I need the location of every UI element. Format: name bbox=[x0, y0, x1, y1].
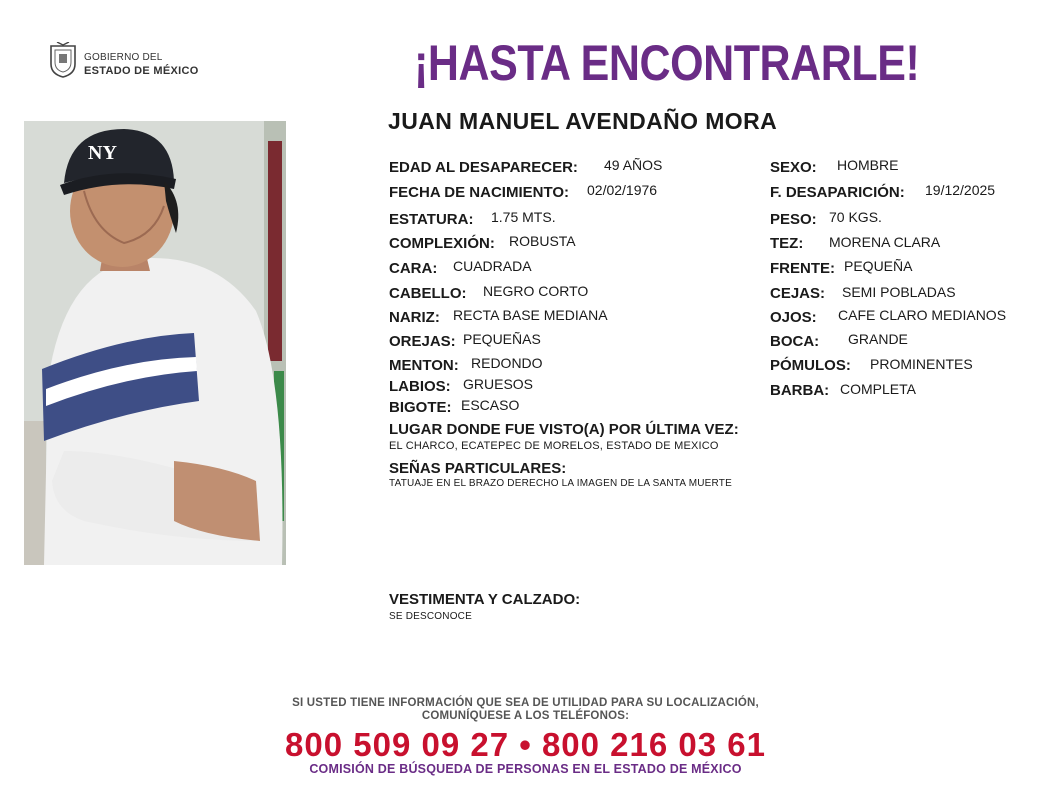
person-name: JUAN MANUEL AVENDAÑO MORA bbox=[388, 108, 778, 134]
value-labios: GRUESOS bbox=[463, 376, 534, 392]
value-bigote: ESCASO bbox=[461, 397, 520, 413]
headline: ¡HASTA ENCONTRARLE! bbox=[414, 35, 920, 91]
label-vestimenta: VESTIMENTA Y CALZADO: bbox=[389, 591, 581, 608]
person-photo-illustration bbox=[24, 121, 286, 565]
label-cara: CARA: bbox=[389, 260, 438, 277]
value-edad: 49 AÑOS bbox=[604, 157, 663, 173]
label-barba: BARBA: bbox=[770, 382, 830, 399]
label-senas: SEÑAS PARTICULARES: bbox=[389, 460, 567, 477]
label-boca: BOCA: bbox=[770, 333, 820, 350]
label-lugar: LUGAR DONDE FUE VISTO(A) POR ÚLTIMA VEZ: bbox=[389, 421, 739, 438]
value-lugar: EL CHARCO, ECATEPEC DE MORELOS, ESTADO DE MEXICO bbox=[389, 440, 719, 452]
label-frente: FRENTE: bbox=[770, 260, 835, 277]
gov-line-2: ESTADO DE MÉXICO bbox=[84, 65, 199, 77]
label-estatura: ESTATURA: bbox=[389, 211, 474, 228]
info-line-2: COMUNÍQUESE A LOS TELÉFONOS: bbox=[421, 710, 630, 722]
label-bigote: BIGOTE: bbox=[389, 399, 452, 416]
value-desaparicion: 19/12/2025 bbox=[925, 182, 996, 198]
value-boca: GRANDE bbox=[848, 331, 908, 347]
value-ojos: CAFE CLARO MEDIANOS bbox=[838, 307, 1007, 323]
label-nariz: NARIZ: bbox=[389, 309, 440, 326]
label-peso: PESO: bbox=[770, 211, 817, 228]
value-menton: REDONDO bbox=[471, 355, 543, 371]
label-menton: MENTON: bbox=[389, 357, 459, 374]
svg-text:NY: NY bbox=[88, 142, 117, 164]
value-tez: MORENA CLARA bbox=[829, 234, 941, 250]
label-desaparicion: F. DESAPARICIÓN: bbox=[770, 184, 905, 201]
info-line-1: SI USTED TIENE INFORMACIÓN QUE SEA DE UTILIDAD PARA SU LOCALIZACIÓN, bbox=[292, 697, 759, 709]
state-crest-icon bbox=[48, 42, 78, 78]
value-cejas: SEMI POBLADAS bbox=[842, 284, 956, 300]
label-orejas: OREJAS: bbox=[389, 333, 456, 350]
value-complexion: ROBUSTA bbox=[509, 233, 576, 249]
value-cara: CUADRADA bbox=[453, 258, 532, 274]
government-logo bbox=[48, 42, 208, 82]
phone-numbers: 800 509 09 27 • 800 216 03 61 bbox=[285, 726, 766, 763]
label-sexo: SEXO: bbox=[770, 159, 817, 176]
label-ojos: OJOS: bbox=[770, 309, 817, 326]
person-photo bbox=[24, 121, 286, 565]
value-vestimenta: SE DESCONOCE bbox=[389, 611, 472, 622]
gov-line-1: GOBIERNO DEL bbox=[84, 52, 163, 63]
commission-name: COMISIÓN DE BÚSQUEDA DE PERSONAS EN EL ESTADO DE MÉXICO bbox=[309, 762, 742, 776]
value-peso: 70 KGS. bbox=[829, 209, 882, 225]
value-cabello: NEGRO CORTO bbox=[483, 283, 589, 299]
label-nacimiento: FECHA DE NACIMIENTO: bbox=[389, 184, 569, 201]
value-nariz: RECTA BASE MEDIANA bbox=[453, 307, 608, 323]
value-sexo: HOMBRE bbox=[837, 157, 899, 173]
value-frente: PEQUEÑA bbox=[844, 258, 913, 274]
label-labios: LABIOS: bbox=[389, 378, 451, 395]
value-senas: TATUAJE EN EL BRAZO DERECHO LA IMAGEN DE LA SANTA MUERTE bbox=[389, 478, 732, 489]
label-complexion: COMPLEXIÓN: bbox=[389, 235, 495, 252]
value-orejas: PEQUEÑAS bbox=[463, 331, 541, 347]
label-cejas: CEJAS: bbox=[770, 285, 826, 302]
value-estatura: 1.75 MTS. bbox=[491, 209, 556, 225]
label-tez: TEZ: bbox=[770, 235, 804, 252]
value-barba: COMPLETA bbox=[840, 381, 916, 397]
value-nacimiento: 02/02/1976 bbox=[587, 182, 658, 198]
label-edad: EDAD AL DESAPARECER: bbox=[389, 159, 578, 176]
label-cabello: CABELLO: bbox=[389, 285, 467, 302]
label-pomulos: PÓMULOS: bbox=[770, 357, 851, 374]
value-pomulos: PROMINENTES bbox=[870, 356, 973, 372]
